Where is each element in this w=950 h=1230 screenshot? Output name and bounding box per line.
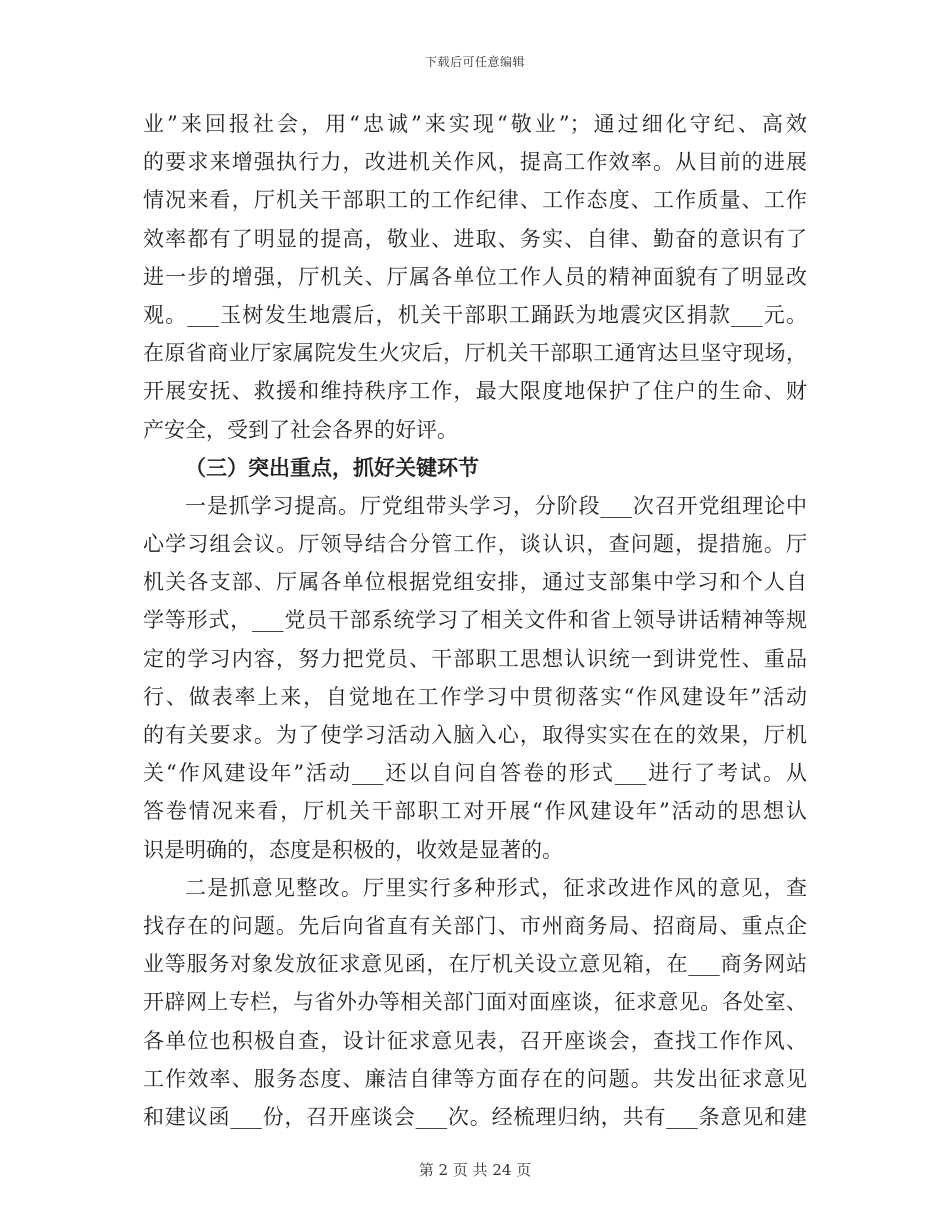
page-number: 第 2 页 共 24 页 (418, 1161, 532, 1179)
paragraph-line: 识是明确的，态度是积极的，收效是显著的。 (143, 837, 563, 862)
paragraph-line: 行、做表率上来，自觉地在工作学习中贯彻落实“作风建设年”活动 (143, 684, 807, 709)
paragraph-line: 开辟网上专栏，与省外办等相关部门面对面座谈，征求意见。各处室、 (143, 990, 807, 1015)
section-heading: （三）突出重点，抓好关键环节 (185, 454, 479, 480)
paragraph-line: 学等形式，___党员干部系统学习了相关文件和省上领导讲话精神等规 (143, 608, 807, 633)
running-header: 下载后可任意编辑 (424, 55, 525, 69)
paragraph-line: 各单位也积极自查，设计征求意见表，召开座谈会，查找工作作风、 (143, 1028, 807, 1053)
paragraph-line: 答卷情况来看，厅机关干部职工对开展“作风建设年”活动的思想认 (143, 799, 807, 824)
paragraph-line: 产安全，受到了社会各界的好评。 (143, 417, 458, 442)
paragraph-line: 二是抓意见整改。厅里实行多种形式，征求改进作风的意见，查 (185, 875, 807, 900)
paragraph-line: 定的学习内容，努力把党员、干部职工思想认识统一到讲党性、重品 (143, 646, 807, 671)
paragraph-line: 情况来看，厅机关干部职工的工作纪律、工作态度、工作质量、工作 (143, 188, 807, 213)
paragraph-line: 工作效率、服务态度、廉洁自律等方面存在的问题。共发出征求意见 (143, 1066, 807, 1091)
paragraph-line: 观。___玉树发生地震后，机关干部职工踊跃为地震灾区捐款___元。 (143, 302, 807, 327)
paragraph-line: 开展安抚、救援和维持秩序工作，最大限度地保护了住户的生命、财 (143, 379, 807, 404)
paragraph-line: 找存在的问题。先后向省直有关部门、市州商务局、招商局、重点企 (143, 913, 807, 938)
paragraph-line: 机关各支部、厅属各单位根据党组安排，通过支部集中学习和个人自 (143, 570, 807, 595)
paragraph-line: 进一步的增强，厅机关、厅属各单位工作人员的精神面貌有了明显改 (143, 264, 807, 289)
paragraph-line: 在原省商业厅家属院发生火灾后，厅机关干部职工通宵达旦坚守现场， (143, 341, 807, 366)
paragraph-line: 和建议函___份，召开座谈会___次。经梳理归纳，共有___条意见和建 (143, 1104, 807, 1129)
paragraph-line: 心学习组会议。厅领导结合分管工作，谈认识，查问题，提措施。厅 (143, 532, 807, 557)
paragraph-line: 业”来回报社会，用“忠诚”来实现“敬业”；通过细化守纪、高效 (143, 112, 807, 136)
paragraph-line: 关“作风建设年”活动___还以自问自答卷的形式___进行了考试。从 (143, 761, 807, 786)
body-text (143, 105, 807, 1136)
paragraph-line: 的要求来增强执行力，改进机关作风，提高工作效率。从目前的进展 (143, 150, 807, 175)
paragraph-line: 一是抓学习提高。厅党组带头学习，分阶段___次召开党组理论中 (185, 493, 807, 518)
paragraph-line: 的有关要求。为了使学习活动入脑入心，取得实实在在的效果，厅机 (143, 723, 807, 747)
paragraph-line: 业等服务对象发放征求意见函，在厅机关设立意见箱，在___商务网站 (143, 952, 807, 977)
paragraph-line: 效率都有了明显的提高，敬业、进取、务实、自律、勤奋的意识有了 (143, 226, 807, 251)
